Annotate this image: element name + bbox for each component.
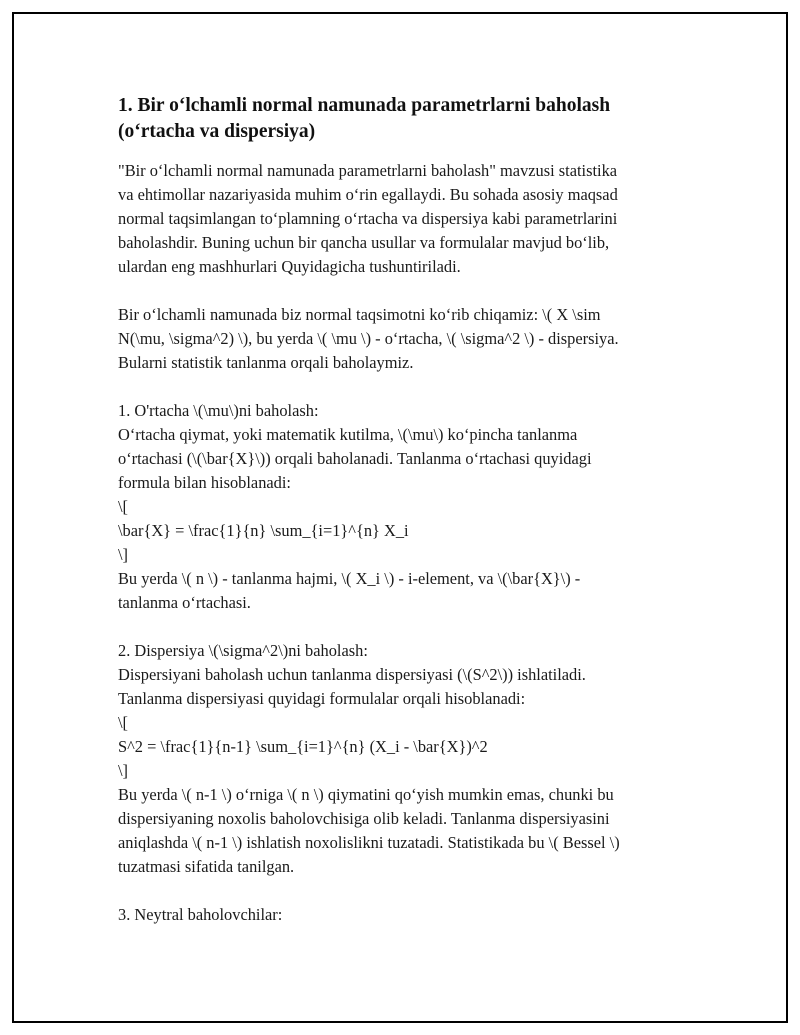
- unbiased-estimators-heading: [118, 903, 690, 927]
- text-line: Bir o‘lchamli namunada biz normal taqsimotni ko‘rib chiqamiz: \( X \sim: [118, 305, 601, 324]
- formula-line: \[: [118, 713, 129, 732]
- text-line: tanlanma o‘rtachasi.: [118, 593, 251, 612]
- text-line: o‘rtachasi (\(\bar{X}\)) orqali baholanadi. Tanlanma o‘rtachasi quyidagi: [118, 449, 592, 468]
- distribution-paragraph: [118, 303, 690, 375]
- document-body: [118, 93, 690, 951]
- formula-line: \]: [118, 761, 129, 780]
- text-line: normal taqsimlangan to‘plamning o‘rtacha va dispersiya kabi parametrlarini: [118, 209, 618, 228]
- text-line: dispersiyaning noxolis baholovchisiga olib keladi. Tanlanma dispersiyasini: [118, 809, 610, 828]
- text-line: Bu yerda \( n \) - tanlanma hajmi, \( X_i \) - i-element, va \(\bar{X}\) -: [118, 569, 581, 588]
- text-line: O‘rtacha qiymat, yoki matematik kutilma, \(\mu\) ko‘pincha tanlanma: [118, 425, 578, 444]
- intro-paragraph: [118, 159, 690, 279]
- text-line: Tanlanma dispersiyasi quyidagi formulalar orqali hisoblanadi:: [118, 689, 526, 708]
- text-line: 1. O'rtacha \(\mu\)ni baholash:: [118, 401, 319, 420]
- text-line: Bularni statistik tanlanma orqali baholaymiz.: [118, 353, 414, 372]
- text-line: ulardan eng mashhurlari Quyidagicha tushuntiriladi.: [118, 257, 461, 276]
- title-line: 1. Bir o‘lchamli normal namunada parametrlarni baholash: [118, 95, 611, 116]
- text-line: 3. Neytral baholovchilar:: [118, 905, 283, 924]
- text-line: tuzatmasi sifatida tanilgan.: [118, 857, 295, 876]
- text-line: "Bir o‘lchamli normal namunada parametrlarni baholash" mavzusi statistika: [118, 161, 618, 180]
- title-line: (o‘rtacha va dispersiya): [118, 121, 316, 142]
- formula-line: S^2 = \frac{1}{n-1} \sum_{i=1}^{n} (X_i - \bar{X})^2: [118, 737, 488, 756]
- text-line: 2. Dispersiya \(\sigma^2\)ni baholash:: [118, 641, 368, 660]
- formula-line: \[: [118, 497, 129, 516]
- variance-estimation-paragraph: [118, 639, 690, 879]
- text-line: formula bilan hisoblanadi:: [118, 473, 291, 492]
- text-line: aniqlashda \( n-1 \) ishlatish noxolislikni tuzatadi. Statistikada bu \( Bessel \): [118, 833, 620, 852]
- formula-line: \bar{X} = \frac{1}{n} \sum_{i=1}^{n} X_i: [118, 521, 409, 540]
- text-line: baholashdir. Buning uchun bir qancha usullar va formulalar mavjud bo‘lib,: [118, 233, 610, 252]
- text-line: va ehtimollar nazariyasida muhim o‘rin egallaydi. Bu sohada asosiy maqsad: [118, 185, 618, 204]
- text-line: N(\mu, \sigma^2) \), bu yerda \( \mu \) - o‘rtacha, \( \sigma^2 \) - dispersiya.: [118, 329, 619, 348]
- formula-line: \]: [118, 545, 129, 564]
- section-title: [118, 93, 690, 145]
- mean-estimation-paragraph: [118, 399, 690, 615]
- text-line: Dispersiyani baholash uchun tanlanma dispersiyasi (\(S^2\)) ishlatiladi.: [118, 665, 586, 684]
- text-line: Bu yerda \( n-1 \) o‘rniga \( n \) qiymatini qo‘yish mumkin emas, chunki bu: [118, 785, 614, 804]
